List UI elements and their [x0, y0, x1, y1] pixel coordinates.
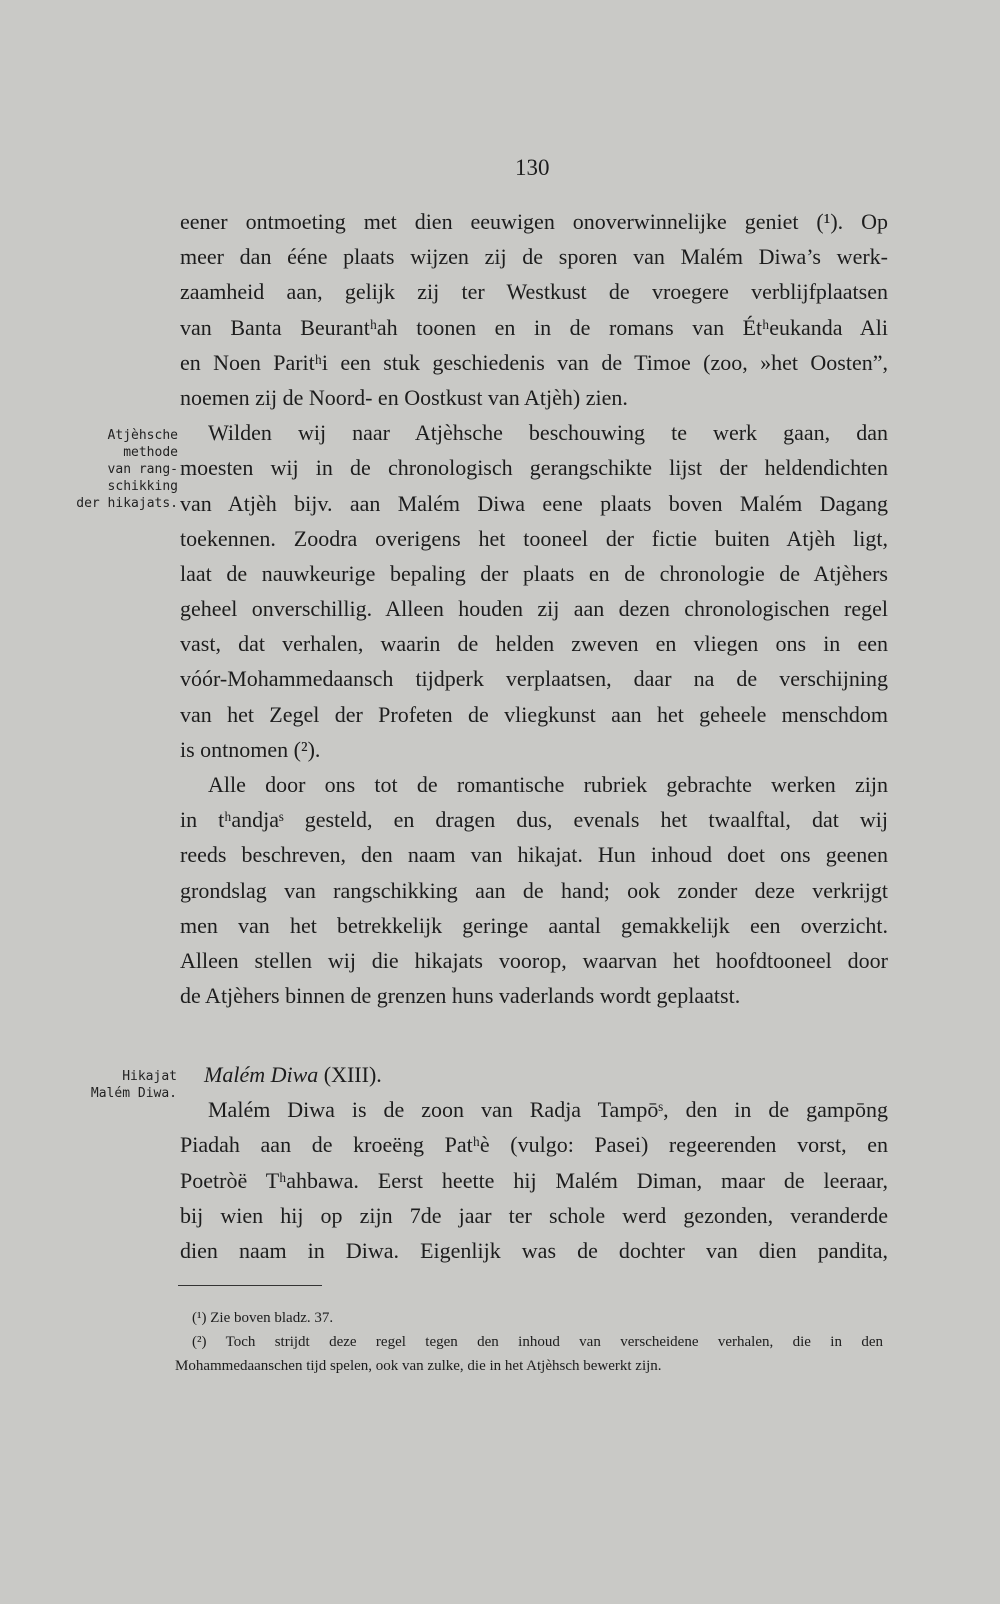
- text-line: laat de nauwkeurige bepaling der plaats en de chronologie de Atjèhers: [180, 560, 888, 586]
- marginal-note-line: van rang-: [107, 462, 178, 477]
- text-line: men van het betrekkelijk geringe aantal gemakkelijk een overzicht.: [180, 912, 888, 938]
- text-line: geheel onverschillig. Alleen houden zij aan dezen chronologischen regel: [180, 596, 888, 622]
- text-line: dien naam in Diwa. Eigenlijk was de dochter van dien pandita,: [180, 1237, 888, 1263]
- text-line: Poetròë Tʰahbawa. Eerst heette hij Malém Diman, maar de leeraar,: [180, 1167, 888, 1193]
- body-text-main: [180, 204, 888, 1013]
- text-line: meer dan ééne plaats wijzen zij de sporen van Malém Diwa’s werk-: [180, 244, 888, 270]
- marginal-note-line: schikking: [107, 479, 178, 494]
- text-line: Piadah aan de kroeëng Patʰè (vulgo: Pasei) regeerenden vorst, en: [180, 1132, 888, 1158]
- text-line: toekennen. Zoodra overigens het tooneel der fictie buiten Atjèh ligt,: [180, 525, 888, 551]
- text-line: noemen zij de Noord- en Oostkust van Atjèh) zien.: [180, 384, 628, 410]
- text-line: Alle door ons tot de romantische rubriek gebrachte werken zijn: [208, 772, 888, 797]
- section-heading-title: Malém Diwa: [204, 1062, 319, 1087]
- page-number: 130: [515, 155, 550, 180]
- text-line: de Atjèhers binnen de grenzen huns vaderlands wordt geplaatst.: [180, 983, 741, 1009]
- footnote-1: (¹) Zie boven bladz. 37.: [192, 1310, 334, 1326]
- text-line: moesten wij in de chronologisch gerangschikte lijst der heldendichten: [180, 455, 888, 481]
- text-line: Malém Diwa is de zoon van Radja Tampōˢ, den in de gampōng: [208, 1097, 888, 1123]
- marginal-note-line: methode: [123, 445, 178, 460]
- text-line: van Atjèh bijv. aan Malém Diwa eene plaats boven Malém Dagang: [180, 490, 888, 516]
- text-line: grondslag van rangschikking aan de hand; ook zonder deze verkrijgt: [180, 877, 888, 903]
- text-line: reeds beschreven, den naam van hikajat. Hun inhoud doet ons geenen: [180, 842, 888, 868]
- footnote-divider: [178, 1285, 322, 1286]
- text-line: van Banta Beurantʰah toonen en in de romans van Étʰeukanda Ali: [180, 314, 888, 340]
- marginal-note-line: Malém Diwa.: [90, 1086, 177, 1101]
- text-line: zaamheid aan, gelijk zij ter Westkust de vroegere verblijfplaatsen: [180, 279, 888, 305]
- text-line: is ontnomen (²).: [180, 736, 321, 762]
- text-line: eener ontmoeting met dien eeuwigen onoverwinnelijke geniet (¹). Op: [180, 209, 888, 234]
- footnote-2: (²) Toch strijdt deze regel tegen den inhoud van verscheidene verhalen, die in den: [192, 1334, 883, 1350]
- marginal-note-hikajat-malem-diwa: [55, 1068, 177, 1102]
- marginal-note-line: Hikajat: [122, 1069, 177, 1084]
- footnote-2-continued: Mohammedaanschen tijd spelen, ook van zulke, die in het Atjèhsch bewerkt zijn.: [175, 1358, 662, 1374]
- text-line: Wilden wij naar Atjèhsche beschouwing te werk gaan, dan: [208, 420, 888, 446]
- section-heading-number: (XIII).: [318, 1062, 382, 1087]
- text-line: vóór-Mohammedaansch tijdperk verplaatsen, daar na de verschijning: [180, 666, 888, 692]
- marginal-note-line: Atjèhsche: [107, 428, 178, 443]
- marginal-note-line: der hikajats.: [76, 496, 178, 511]
- footnotes: [175, 1306, 883, 1378]
- text-line: en Noen Paritʰi een stuk geschiedenis van de Timoe (zoo, »het Oosten”,: [180, 349, 888, 375]
- text-line: bij wien hij op zijn 7de jaar ter schole werd gezonden, veranderde: [180, 1202, 888, 1228]
- text-line: van het Zegel der Profeten de vliegkunst aan het geheele menschdom: [180, 701, 888, 727]
- text-line: Alleen stellen wij die hikajats voorop, waarvan het hoofdtooneel door: [180, 947, 888, 973]
- section-heading: [180, 1057, 888, 1092]
- text-line: vast, dat verhalen, waarin de helden zweven en vliegen ons in een: [180, 631, 888, 657]
- body-text-malem-diwa: [180, 1057, 888, 1268]
- marginal-note-atjehsche-methode: [60, 427, 178, 512]
- text-line: in tʰandjaˢ gesteld, en dragen dus, evenals het twaalftal, dat wij: [180, 807, 888, 833]
